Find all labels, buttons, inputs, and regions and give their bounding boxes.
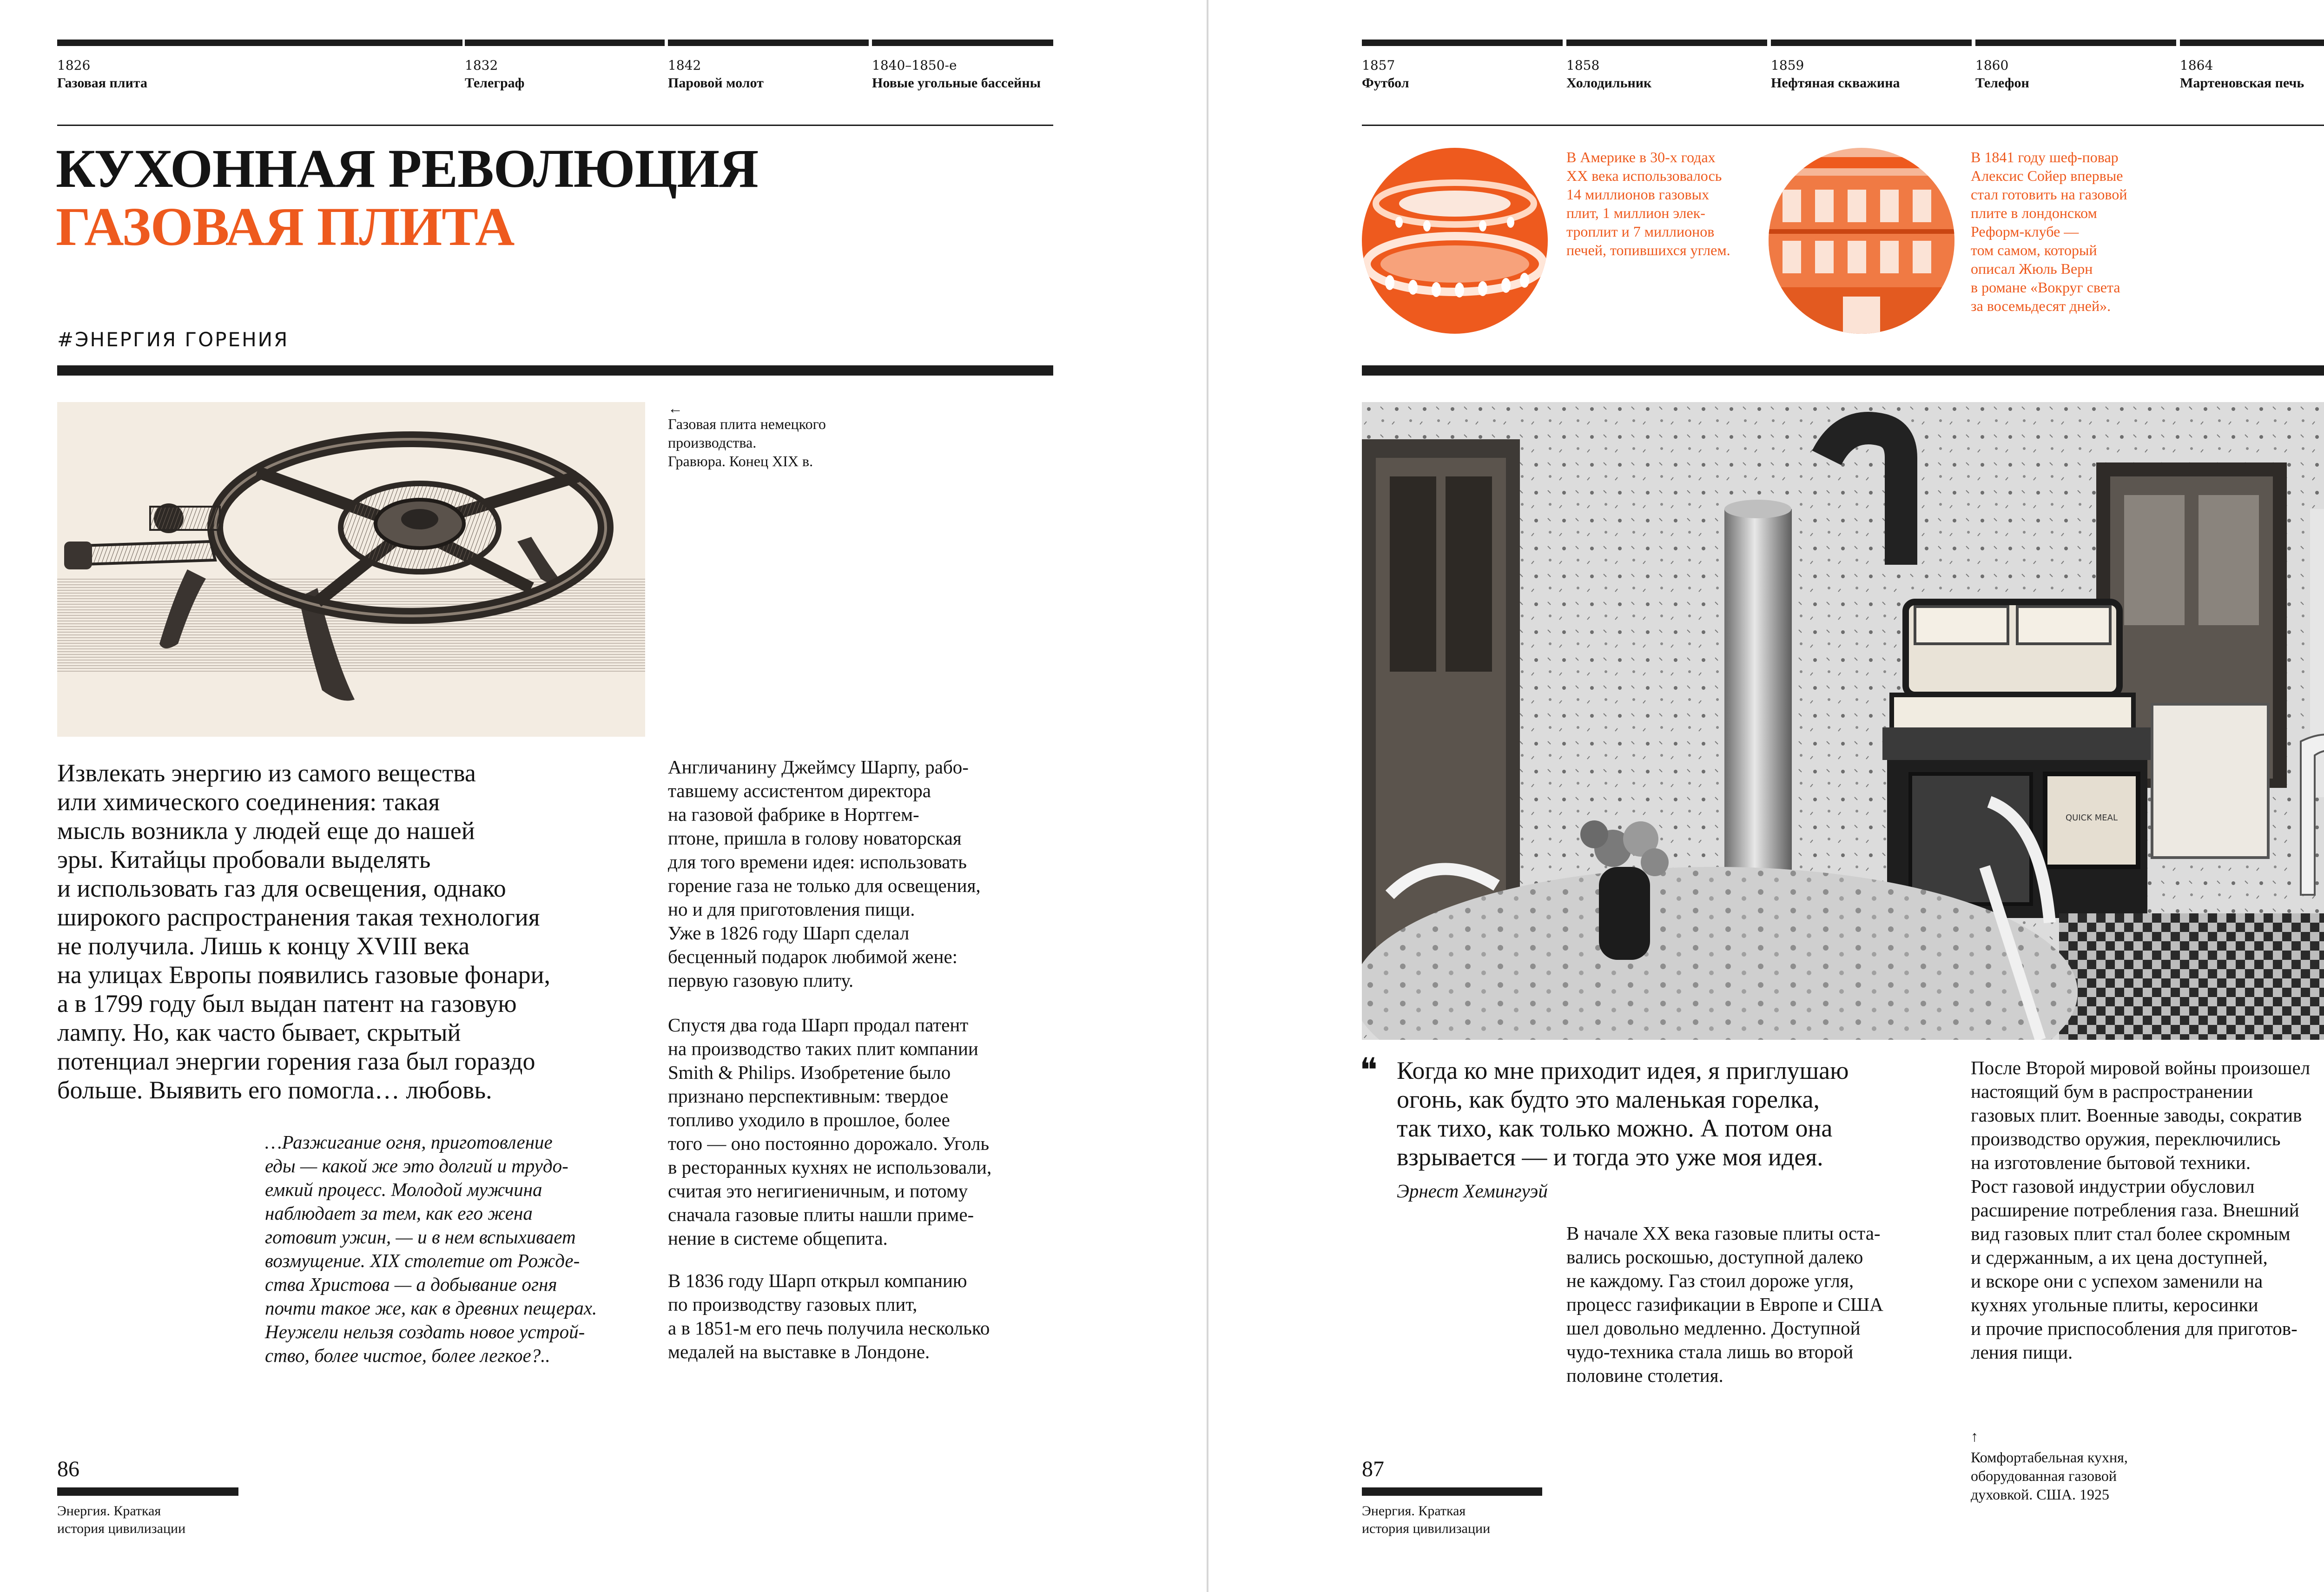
timeline-year: 1864 <box>2180 58 2213 73</box>
timeline-year: 1826 <box>57 58 91 73</box>
fact-note-2: В 1841 году шеф-повар Алексис Сойер впервые стал готовить на газовой плите в лондонском Реформ-клубе — том самом, который описал Жюль Верн в романе «Вокруг света за восемьдесят дней». <box>1971 149 2127 314</box>
page-number: 86 <box>57 1457 79 1481</box>
timeline-item <box>872 57 1049 92</box>
reform-club-building-icon <box>1769 148 1954 334</box>
gas-stove-engraving <box>57 402 645 737</box>
section-rule <box>1362 365 2324 376</box>
timeline-bottom-rule <box>57 125 1053 126</box>
kitchen-1925-photo <box>1362 402 2324 1040</box>
body-paragraph-3: В 1836 году Шарп открыл компанию по производству газовых плит, а в 1851-м его печь получила несколько медалей на выставке в Лондоне. <box>668 1270 990 1362</box>
timeline-rule <box>1566 40 1767 46</box>
timeline-rule <box>872 40 1053 46</box>
body-paragraph-2: Спустя два года Шарп продал патент на производство таких плит компании Smith & Philips. Изобретение было признано перспективным: твердое топливо уходило в прошлое, более того — оно постоянно дорожало. Уголь в ресторанных кухнях не использовали, считая это негигиеничным, и потому сначала газовые плиты нашли приме- нение в системе общепита. <box>668 1014 992 1249</box>
body-paragraph-right: После Второй мировой войны произошел настоящий бум в распространении газовых плит. Военные заводы, сократив производство оружия, переключились на изготовление бытовой техники. Рост газовой индустрии обусловил расширение потребления газа. Внешний вид газовых плит стал более скромным и сдержанным, а их цена доступней, и вскоре они с успехом заменили на кухнях угольные плиты, керосинки и прочие приспособления для приготов- ления пищи. <box>1971 1057 2311 1363</box>
timeline-year: 1858 <box>1566 58 1600 73</box>
quote-author: Эрнест Хемингуэй <box>1397 1180 1548 1202</box>
timeline-item <box>1771 57 1900 92</box>
timeline-rule <box>1771 40 1972 46</box>
quote-mark-icon: ❝ <box>1360 1052 1378 1089</box>
page-number: 87 <box>1362 1457 1384 1481</box>
timeline-item <box>668 57 764 92</box>
gas-stove-engraving-illustration <box>57 402 645 737</box>
right-page <box>1208 0 2324 1592</box>
timeline-rule <box>57 40 462 46</box>
timeline-rule <box>465 40 665 46</box>
gas-flame-circle-image <box>1362 148 1548 334</box>
timeline-year: 1857 <box>1362 58 1395 73</box>
timeline-item <box>1362 57 1409 92</box>
engraving-caption: Газовая плита немецкого производства. Гравюра. Конец XIX в. <box>668 416 826 469</box>
section-rule <box>57 365 1053 376</box>
timeline-item <box>1975 57 2029 92</box>
footer-book-title: Энергия. Краткая история цивилизации <box>1362 1503 1491 1536</box>
fact-note-1: В Америке в 30-х годах XX века использовалось 14 миллионов газовых плит, 1 миллион элек- троплит и 7 миллионов печей, топившихся углем. <box>1566 149 1730 258</box>
engraving-caption-arrow: ← <box>668 400 683 416</box>
timeline-rule <box>2180 40 2324 46</box>
footer-rule <box>57 1487 238 1496</box>
timeline-label: Паровой молот <box>668 75 764 91</box>
page-title: КУХОННАЯ РЕВОЛЮЦИЯ <box>56 138 759 199</box>
timeline-rule <box>668 40 869 46</box>
timeline-rule <box>1362 40 1563 46</box>
stove-brand-label: QUICK MEAL <box>2066 813 2118 823</box>
footer-book-title: Энергия. Краткая история цивилизации <box>57 1503 186 1536</box>
kitchen-photo-illustration <box>1362 402 2324 1040</box>
timeline-year: 1832 <box>465 58 498 73</box>
timeline-label: Телефон <box>1975 75 2029 91</box>
timeline-year: 1842 <box>668 58 701 73</box>
timeline-label: Футбол <box>1362 75 1409 91</box>
reform-club-circle-image <box>1769 148 1954 334</box>
page-subtitle: ГАЗОВАЯ ПЛИТА <box>56 196 515 257</box>
timeline-item <box>2180 57 2304 92</box>
hemingway-quote: Когда ко мне приходит идея, я приглушаю огонь, как будто это маленькая горелка, так тихо, как только можно. А потом она взрывается — и тогда это уже моя идея. <box>1397 1057 1849 1171</box>
timeline-year: 1859 <box>1771 58 1804 73</box>
timeline-item <box>465 57 524 92</box>
timeline-year: 1860 <box>1975 58 2009 73</box>
photo-caption: Комфортабельная кухня, оборудованная газовой духовкой. США. 1925 <box>1971 1449 2128 1503</box>
timeline-rule <box>1975 40 2176 46</box>
footer-rule <box>1362 1487 1542 1496</box>
timeline-bottom-rule <box>1362 125 2324 126</box>
timeline-label: Холодильник <box>1566 75 1652 91</box>
timeline-item <box>1566 57 1651 92</box>
body-paragraph-1: Англичанину Джеймсу Шарпу, рабо- тавшему ассистентом директора на газовой фабрике в Нортгем- птоне, пришла в голову новаторская для того времени идея: использовать горение газа не только для освещения, но и для приготовления пищи. Уже в 1826 году Шарп сделал бесценный подарок любимой жене: первую газовую плиту. <box>668 756 981 991</box>
timeline-label: Газовая плита <box>57 75 148 91</box>
timeline-label: Телеграф <box>465 75 525 91</box>
italic-quote: …Разжигание огня, приготовление еды — какой же это долгий и трудо- емкий процесс. Молодой мужчина наблюдает за тем, как его жена готовит ужин, — и в нем вспыхивает возмущение. XIX столетие от Рожде- ства Христова — а добывание огня почти такое же, как в древних пещерах. Неужели нельзя создать новое устрой- ство, более чистое, более легкое?.. <box>265 1131 597 1366</box>
timeline-item <box>57 57 147 92</box>
timeline-label: Мартеновская печь <box>2180 75 2304 91</box>
gas-flame-icon <box>1362 148 1548 334</box>
timeline-label: Новые угольные бассейны <box>872 75 1041 91</box>
body-paragraph-mid: В начале XX века газовые плиты оста- вались роскошью, доступной далеко не каждому. Газ стоил дороже угля, процесс газификации в Европе и США шел довольно медленно. Доступной чудо-техника стала лишь во второй половине столетия. <box>1566 1222 1883 1386</box>
photo-caption-arrow: ↑ <box>1971 1428 1978 1445</box>
timeline-year: 1840–1850-е <box>872 58 957 73</box>
timeline-label: Нефтяная скважина <box>1771 75 1900 91</box>
lead-paragraph: Извлекать энергию из самого вещества или химического соединения: такая мысль возникла у людей еще до нашей эры. Китайцы пробовали выделять и использовать газ для освещения, однако широкого распространения такая технология не получила. Лишь к концу XVIII века на улицах Европы появились газовые фонари, а в 1799 году был выдан патент на газовую лампу. Но, как часто бывает, скрытый потенциал энергии горения газа был гораздо больше. Выявить его помогла… любовь. <box>57 759 551 1104</box>
hashtag: #ЭНЕРГИЯ ГОРЕНИЯ <box>57 328 289 351</box>
